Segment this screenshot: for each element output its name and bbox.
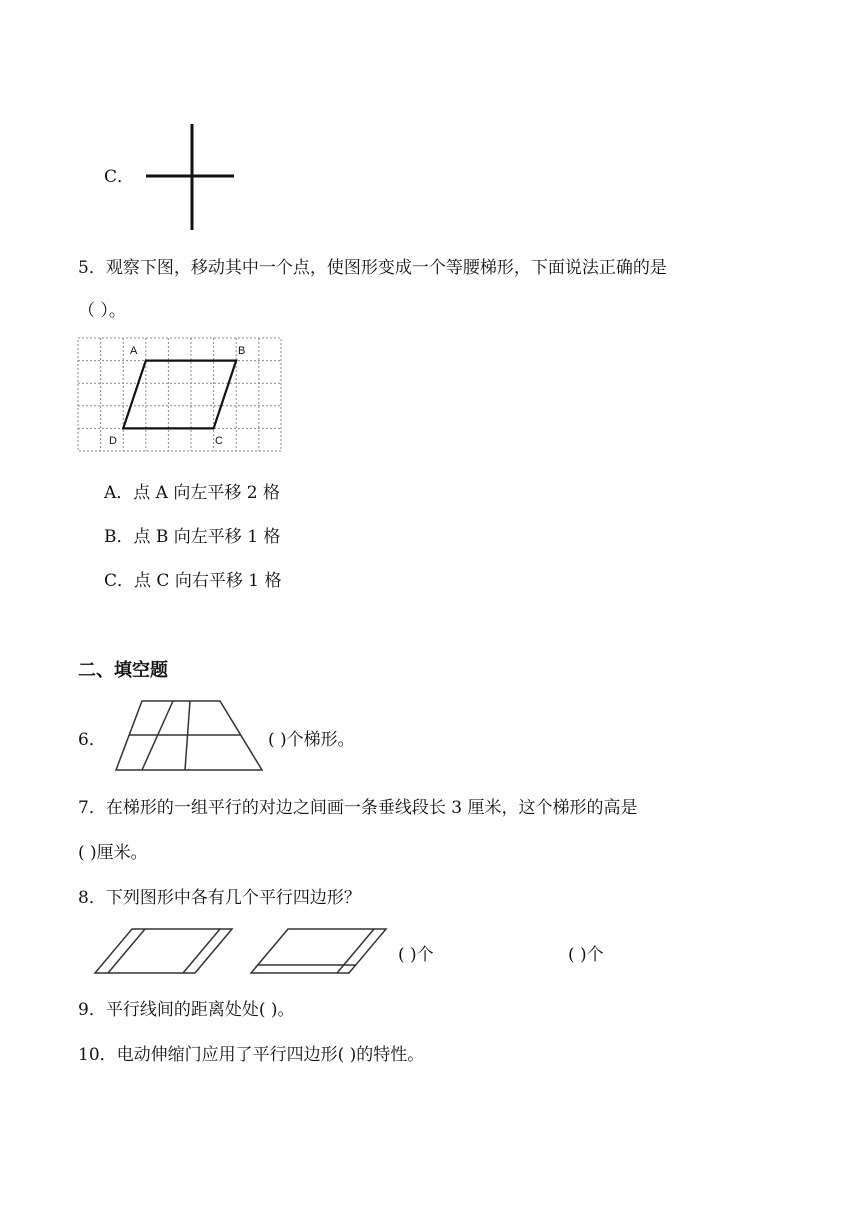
parallelogram-figure-2 [248, 926, 393, 978]
question-8-blank-2: ( )个 [568, 945, 604, 965]
point-label-d: D [109, 435, 117, 447]
point-label-a: A [130, 345, 138, 357]
question-8-text: 8．下列图形中各有几个平行四边形？ [78, 888, 361, 908]
option-c-label: C． [104, 167, 135, 187]
section-title: 二、填空题 [78, 660, 168, 681]
parallelogram-abcd [123, 361, 236, 429]
point-label-b: B [238, 345, 246, 357]
question-10-text: 10．电动伸缩门应用了平行四边形( )的特性。 [78, 1045, 425, 1065]
parallelogram-figure-1 [92, 926, 237, 978]
question-5-text: 5．观察下图，移动其中一个点，使图形变成一个等腰梯形，下面说法正确的是 [78, 258, 667, 278]
cross-figure [140, 120, 240, 240]
question-7-line1: 7．在梯形的一组平行的对边之间画一条垂线段长 3 厘米，这个梯形的高是 [78, 798, 638, 818]
question-5-paren: （ ）。 [78, 301, 126, 321]
question-6-blank: ( )个梯形。 [268, 730, 355, 750]
point-label-c: C [215, 435, 223, 447]
q5-option-b: B．点 B 向左平移 1 格 [104, 527, 281, 547]
q5-option-a: A．点 A 向左平移 2 格 [104, 483, 280, 503]
q5-option-c: C．点 C 向右平移 1 格 [104, 571, 282, 591]
trapezoid-figure [112, 698, 272, 778]
grid-parallelogram-figure [76, 336, 286, 456]
question-8-blank-1: ( )个 [398, 945, 434, 965]
question-7-line2: ( )厘米。 [78, 843, 148, 863]
question-6-number: 6． [78, 730, 106, 750]
question-9-text: 9．平行线间的距离处处( )。 [78, 1000, 295, 1020]
